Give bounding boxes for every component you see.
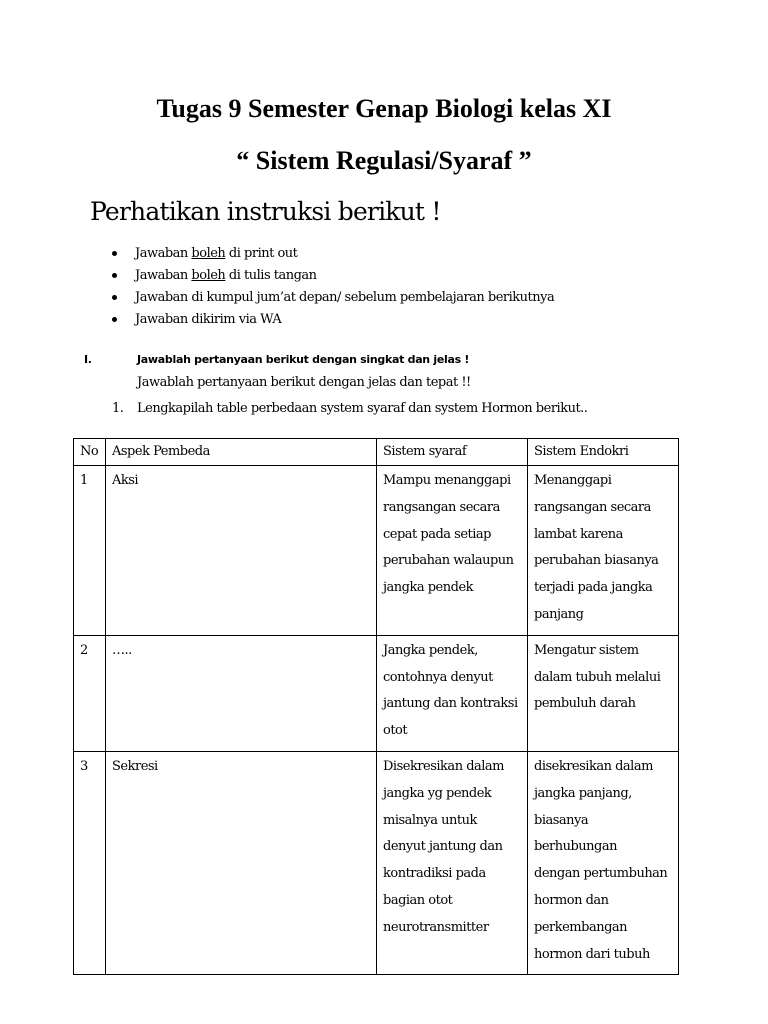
cell-line: rangsangan secara <box>534 499 651 515</box>
cell-line: kontradiksi pada <box>383 866 486 882</box>
instruction-text: Jawaban dikirim via WA <box>135 312 282 327</box>
cell-syaraf <box>377 635 528 751</box>
header-cell-aspek: Aspek Pembeda <box>106 439 377 466</box>
instruction-text: Jawaban <box>135 246 192 261</box>
section-subtext: Jawablah pertanyaan berikut dengan jelas dan tepat !! <box>137 375 471 390</box>
cell-syaraf <box>377 466 528 636</box>
instruction-text: di tulis tangan <box>225 268 317 283</box>
cell-line: biasanya berhubungan <box>534 812 617 855</box>
cell-line: jangka pendek <box>383 580 474 596</box>
cell-line: dalam tubuh melalui <box>534 669 661 685</box>
cell-line: jantung dan kontraksi <box>383 696 518 712</box>
instruction-heading: Perhatikan instruksi berikut ! <box>90 197 441 226</box>
cell-line: dengan pertumbuhan <box>534 866 668 882</box>
table-row <box>74 635 679 751</box>
cell-line: otot <box>383 723 408 739</box>
comparison-table <box>73 438 679 975</box>
cell-line: jangka yg pendek <box>383 785 492 801</box>
cell-line: terjadi pada jangka <box>534 580 653 596</box>
cell-aspek: Aksi <box>106 466 377 636</box>
table-header-row <box>74 439 679 466</box>
cell-line: Menanggapi <box>534 473 612 488</box>
table-row <box>74 466 679 636</box>
cell-line: Mengatur sistem <box>534 642 639 658</box>
section-heading <box>84 351 469 369</box>
cell-line: perkembangan <box>534 919 628 935</box>
instruction-item <box>112 243 554 265</box>
question-number: 1. <box>112 401 124 416</box>
cell-line: pembuluh darah <box>534 696 636 712</box>
cell-line: cepat pada setiap <box>383 526 491 542</box>
instruction-underlined: boleh <box>191 246 226 261</box>
cell-line: contohnya denyut <box>383 669 493 685</box>
cell-line: rangsangan secara <box>383 499 500 515</box>
question-item <box>112 399 587 419</box>
cell-syaraf <box>377 751 528 974</box>
instruction-list <box>112 243 554 331</box>
cell-line: perubahan biasanya <box>534 553 659 569</box>
section-number: I. <box>84 353 92 366</box>
bullet-icon <box>112 251 117 256</box>
section-heading-text: Jawablah pertanyaan berikut dengan singkat dan jelas ! <box>137 353 470 366</box>
instruction-text: di print out <box>225 246 298 261</box>
cell-line: misalnya untuk <box>383 812 477 828</box>
bullet-icon <box>112 295 117 300</box>
cell-line: denyut jantung dan <box>383 839 503 855</box>
instruction-text: Jawaban di kumpul jum’at depan/ sebelum pembelajaran berikutnya <box>135 290 555 305</box>
cell-line: bagian otot <box>383 892 453 908</box>
bullet-icon <box>112 317 117 322</box>
cell-line: Disekresikan dalam <box>383 758 504 774</box>
cell-line: Mampu menanggapi <box>383 473 511 488</box>
cell-no: 3 <box>74 751 106 974</box>
instruction-text: Jawaban <box>135 268 192 283</box>
document-title: Tugas 9 Semester Genap Biologi kelas XI <box>156 94 612 123</box>
cell-line: neurotransmitter <box>383 919 489 935</box>
instruction-underlined: boleh <box>191 268 226 283</box>
cell-line: perubahan walaupun <box>383 553 514 569</box>
table-row <box>74 751 679 974</box>
cell-endokrin <box>528 751 679 974</box>
cell-line: hormon dari tubuh <box>534 946 650 962</box>
cell-no: 1 <box>74 466 106 636</box>
instruction-item <box>112 309 554 331</box>
cell-no: 2 <box>74 635 106 751</box>
cell-line: jangka panjang, <box>534 785 632 801</box>
cell-aspek: Sekresi <box>106 751 377 974</box>
instruction-item <box>112 265 554 287</box>
bullet-icon <box>112 273 117 278</box>
cell-line: Jangka pendek, <box>383 642 478 658</box>
cell-endokrin <box>528 635 679 751</box>
cell-line: hormon dan <box>534 892 609 908</box>
cell-line: disekresikan dalam <box>534 758 653 774</box>
cell-line: panjang <box>534 606 584 622</box>
cell-aspek: ….. <box>106 635 377 751</box>
cell-line: lambat karena <box>534 526 623 542</box>
cell-endokrin <box>528 466 679 636</box>
header-cell-no: No <box>74 439 106 466</box>
document-subtitle: “ Sistem Regulasi/Syaraf ” <box>236 146 532 175</box>
instruction-item <box>112 287 554 309</box>
question-text: Lengkapilah table perbedaan system syaraf dan system Hormon berikut.. <box>137 401 588 416</box>
header-cell-syaraf: Sistem syaraf <box>377 439 528 466</box>
header-cell-endokrin: Sistem Endokri <box>528 439 679 466</box>
